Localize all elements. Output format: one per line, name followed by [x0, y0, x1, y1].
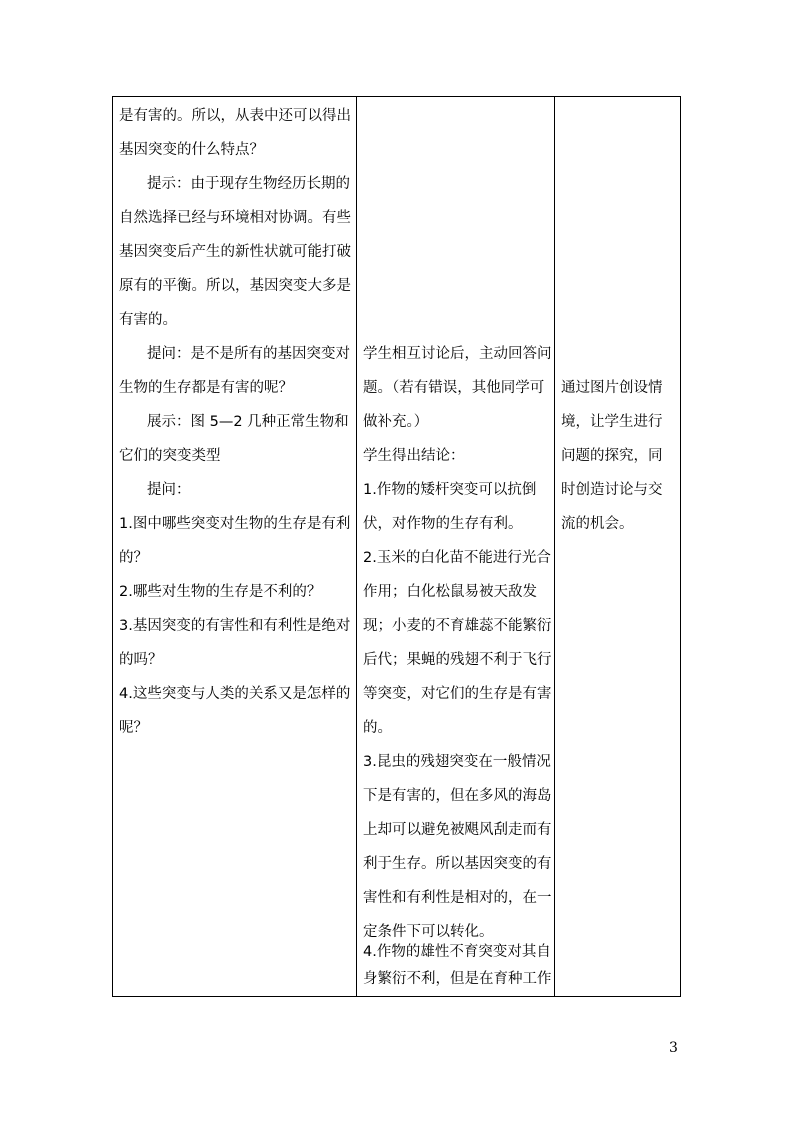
text-line: 后代；果蝇的残翅不利于飞行: [363, 652, 552, 668]
text-line: 基因突变后产生的新性状就可能打破: [119, 244, 351, 260]
lesson-table: [112, 96, 681, 997]
text-line: 题。（若有错误，其他同学可: [363, 380, 545, 396]
text-line: 1.图中哪些突变对生物的生存是有利: [119, 516, 351, 532]
text-line: 是有害的。所以，从表中还可以得出: [119, 108, 351, 124]
column-divider: [356, 97, 357, 996]
text-line: 流的机会。: [561, 516, 634, 532]
text-line: 3.昆虫的残翅突变在一般情况: [363, 754, 551, 770]
text-line: 害性和有利性是相对的，在一: [363, 890, 552, 906]
text-line: 的吗？: [119, 652, 163, 668]
text-line: 下是有害的，但在多风的海岛: [363, 788, 552, 804]
text-line: 定条件下可以转化。: [363, 924, 494, 940]
text-line: 3.基因突变的有害性和有利性是绝对: [119, 618, 351, 634]
text-line: 等突变，对它们的生存是有害: [363, 686, 552, 702]
text-line: 自然选择已经与环境相对协调。有些: [119, 210, 351, 226]
text-line: 利于生存。所以基因突变的有: [363, 856, 552, 872]
text-line: 提问：是不是所有的基因突变对: [147, 346, 350, 362]
text-line: 的？: [119, 550, 148, 566]
text-line: 伏，对作物的生存有利。: [363, 516, 523, 532]
text-line: 原有的平衡。所以，基因突变大多是: [119, 278, 351, 294]
text-line: 身繁衍不利，但是在育种工作: [363, 971, 552, 987]
text-line: 学生相互讨论后，主动回答问: [363, 346, 552, 362]
text-line: 通过图片创设情: [561, 380, 663, 396]
text-line: 2.玉米的白化苗不能进行光合: [363, 550, 551, 566]
text-line: 它们的突变类型: [119, 448, 221, 464]
column-divider: [554, 97, 555, 996]
text-line: 1.作物的矮杆突变可以抗倒: [363, 482, 537, 498]
text-line: 学生得出结论：: [363, 448, 465, 464]
text-line: 上却可以避免被飓风刮走而有: [363, 822, 552, 838]
page-number: 3: [669, 1040, 678, 1056]
text-line: 作用；白化松鼠易被天敌发: [363, 584, 537, 600]
text-line: 问题的探究，同: [561, 448, 663, 464]
text-line: 呢？: [119, 720, 148, 736]
text-line: 展示：图 5—2 几种正常生物和: [147, 414, 349, 430]
text-line: 现；小麦的不育雄蕊不能繁衍: [363, 618, 552, 634]
text-line: 2.哪些对生物的生存是不利的？: [119, 584, 322, 600]
text-line: 的。: [363, 720, 392, 736]
text-line: 生物的生存都是有害的呢？: [119, 380, 293, 396]
text-line: 基因突变的什么特点？: [119, 142, 264, 158]
text-line: 4.这些突变与人类的关系又是怎样的: [119, 686, 351, 702]
text-line: 做补充。）: [363, 414, 429, 430]
text-line: 4.作物的雄性不育突变对其自: [363, 944, 551, 960]
text-line: 提问：: [147, 482, 191, 498]
text-line: 有害的。: [119, 312, 177, 328]
text-line: 提示：由于现存生物经历长期的: [147, 176, 350, 192]
text-line: 境，让学生进行: [561, 414, 663, 430]
text-line: 时创造讨论与交: [561, 482, 663, 498]
